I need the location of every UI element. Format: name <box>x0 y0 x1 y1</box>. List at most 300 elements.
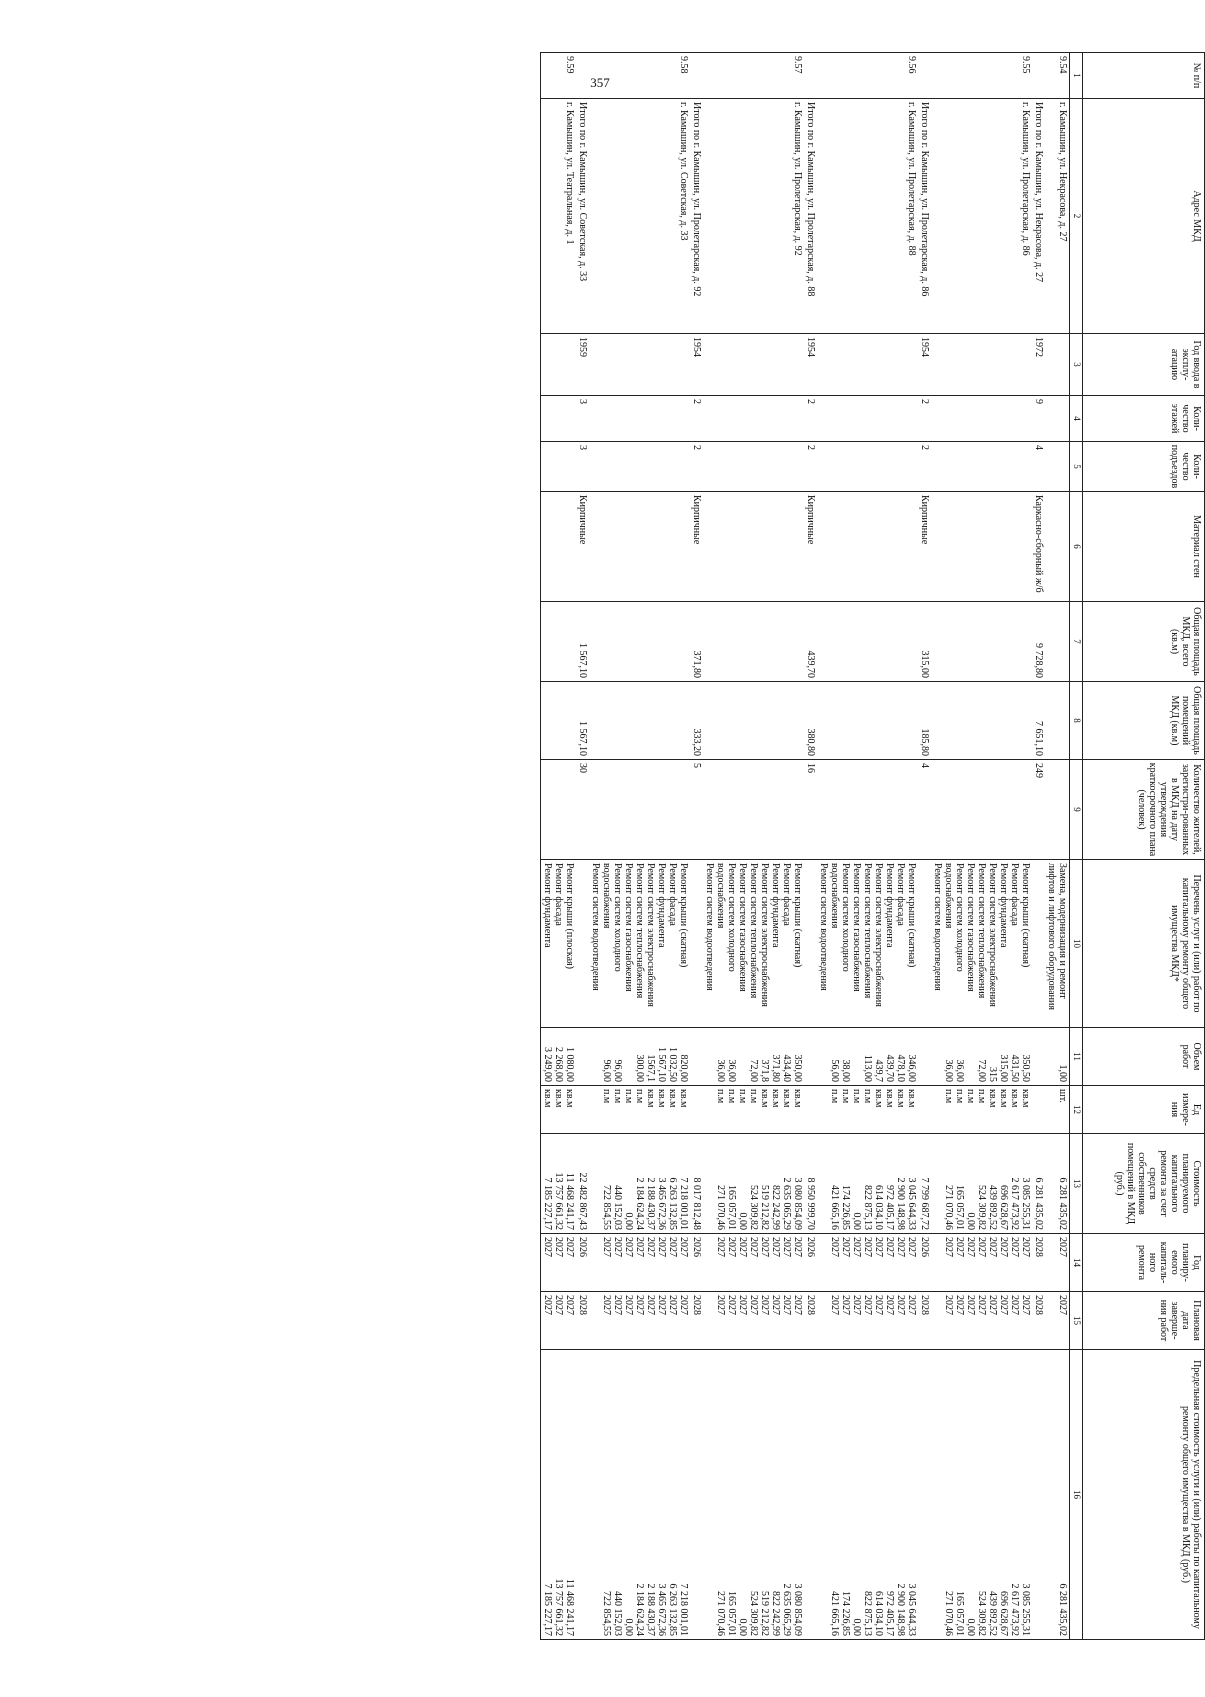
cell-line: 1,00 <box>1057 1064 1068 1082</box>
cell-line: 7 799 687,72 <box>919 1177 930 1230</box>
cell-line: 2027 <box>726 1295 737 1315</box>
cell-c4 <box>817 396 918 442</box>
cell-c10 <box>1032 860 1045 1028</box>
cell-c7 <box>1045 602 1070 682</box>
cell-c12 <box>703 1086 804 1134</box>
cell-line: 3 045 644,33 <box>906 1177 917 1230</box>
column-header-13: Стоимость планируемого капитального ремонта за счет средств собственников помещений в МКД (руб.) <box>1083 1134 1205 1234</box>
cell-line: 2027 <box>678 1295 689 1315</box>
cell-line: п.м <box>976 1089 987 1104</box>
cell-line: п.м <box>862 1089 873 1104</box>
cell-line: Ремонт систем холодного водоснабжения <box>715 863 737 972</box>
cell-c13 <box>541 1134 577 1234</box>
cell-line: 315,00 <box>998 1054 1009 1082</box>
cell-line: 421 665,16 <box>829 1591 840 1636</box>
cell-c5 <box>541 442 577 492</box>
cell-line: 6 281 435,02 <box>1057 1583 1068 1636</box>
cell-c6: Кирпичные <box>690 492 703 602</box>
cell-line: Ремонт фасада <box>781 863 792 926</box>
cell-line: 8 950 999,70 <box>805 1177 816 1230</box>
cell-line: Ремонт систем холодного водоснабжения <box>601 863 623 972</box>
cell-c2: г. Камышин, ул. Некрасова, д. 27 <box>1045 99 1070 334</box>
rotated-table-container <box>55 52 1205 1639</box>
cell-c11 <box>918 1028 931 1086</box>
cell-line: 2027 <box>965 1295 976 1315</box>
cell-line: 722 854,55 <box>601 1185 612 1230</box>
cell-line: Ремонт систем электроснабжения <box>987 863 998 1007</box>
cell-line: 2028 <box>1033 1295 1044 1315</box>
cell-line: 2027 <box>1057 1295 1068 1315</box>
cell-line: 2027 <box>873 1295 884 1315</box>
cell-c10 <box>690 860 703 1028</box>
cell-line: 2027 <box>792 1237 803 1257</box>
cell-line: кв.м <box>770 1089 781 1108</box>
cell-line <box>851 1031 862 1082</box>
cell-line: 822 242,99 <box>770 1591 781 1636</box>
cell-c16 <box>1032 1350 1045 1640</box>
cell-line: Ремонт крыши (скатная) <box>906 863 917 968</box>
cell-line: 524 309,82 <box>748 1185 759 1230</box>
cell-line: кв.м <box>1020 1089 1031 1108</box>
cell-c3 <box>541 334 577 396</box>
cell-line: 0,00 <box>737 1618 748 1636</box>
cell-line: 2027 <box>792 1295 803 1315</box>
cell-line: 350,50 <box>1020 1054 1031 1082</box>
cell-line: кв.м <box>759 1089 770 1108</box>
cell-line: кв.м <box>678 1089 689 1108</box>
cell-c1: 9.55 <box>931 53 1032 99</box>
cell-c9: 5 <box>690 760 703 860</box>
cell-line: 6 263 132,85 <box>667 1583 678 1636</box>
cell-line: шт. <box>1057 1089 1068 1103</box>
cell-c13 <box>817 1134 918 1234</box>
cell-c16 <box>931 1350 1032 1640</box>
cell-line: 2 184 624,24 <box>634 1583 645 1636</box>
cell-line: 696 628,67 <box>998 1185 1009 1230</box>
cell-c11 <box>817 1028 918 1086</box>
cell-line: Ремонт фундамента <box>998 863 1009 948</box>
cell-c11 <box>931 1028 1032 1086</box>
cell-c6 <box>1045 492 1070 602</box>
cell-line: 56,00 <box>829 1059 840 1082</box>
cell-line: кв.м <box>895 1089 906 1108</box>
cell-c8: 7 651,10 <box>1032 682 1045 760</box>
cell-line: 2027 <box>623 1237 634 1257</box>
cell-line: 2 188 430,37 <box>645 1177 656 1230</box>
cell-line: 7 185 227,17 <box>542 1583 553 1636</box>
cell-c13 <box>931 1134 1032 1234</box>
cell-line: 524 309,82 <box>976 1185 987 1230</box>
cell-line: 820,00 <box>678 1054 689 1082</box>
cell-c3 <box>817 334 918 396</box>
cell-line: 3 249,00 <box>542 1047 553 1082</box>
cell-line: 2027 <box>1009 1237 1020 1257</box>
cell-line: 2028 <box>691 1295 702 1315</box>
cell-line: 174 226,85 <box>840 1185 851 1230</box>
cell-c12 <box>1045 1086 1070 1134</box>
cell-line: Ремонт систем теплоснабжения <box>976 863 987 999</box>
cell-line: 2028 <box>1033 1237 1044 1257</box>
cell-line: 439 892,52 <box>987 1185 998 1230</box>
cell-c2: Итого по г. Камышин, ул. Некрасова, д. 27 <box>1032 99 1045 334</box>
cell-line: 3 045 644,33 <box>906 1583 917 1636</box>
cell-line: Ремонт фасада <box>667 863 678 926</box>
cell-line: п.м <box>851 1089 862 1104</box>
cell-line: 174 226,85 <box>840 1591 851 1636</box>
cell-line: 11 468 241,17 <box>564 1578 575 1636</box>
cell-line: 271 070,46 <box>715 1591 726 1636</box>
cell-c4: 9 <box>1032 396 1045 442</box>
cell-c12 <box>576 1086 589 1134</box>
cell-line: 0,00 <box>965 1212 976 1230</box>
cell-c14 <box>589 1234 690 1292</box>
cell-line <box>965 1031 976 1082</box>
cell-line: 0,00 <box>623 1212 634 1230</box>
cell-c13 <box>1045 1134 1070 1234</box>
cell-line: 439,70 <box>884 1054 895 1082</box>
cell-line: 1 567,10 <box>656 1047 667 1082</box>
cell-c13 <box>690 1134 703 1234</box>
cell-c11 <box>1032 1028 1045 1086</box>
cell-c6 <box>931 492 1032 602</box>
cell-c12 <box>804 1086 817 1134</box>
cell-line: 2026 <box>577 1237 588 1257</box>
cell-c15 <box>804 1292 817 1350</box>
cell-c8 <box>703 682 804 760</box>
cell-c3: 1959 <box>576 334 589 396</box>
cell-line: 2027 <box>564 1237 575 1257</box>
cell-c14 <box>817 1234 918 1292</box>
cell-line: 2 635 065,29 <box>781 1177 792 1230</box>
table-row <box>1045 53 1070 1640</box>
cell-line: 2027 <box>748 1237 759 1257</box>
cell-c11 <box>804 1028 817 1086</box>
cell-line: 2027 <box>612 1295 623 1315</box>
cell-c5: 2 <box>690 442 703 492</box>
column-number: 13 <box>1070 1134 1083 1234</box>
cell-c7: 371,80 <box>690 602 703 682</box>
cell-c12 <box>817 1086 918 1134</box>
cell-c4: 3 <box>576 396 589 442</box>
cell-line: 2027 <box>781 1237 792 1257</box>
cell-line: 2027 <box>987 1295 998 1315</box>
cell-line: 2027 <box>851 1295 862 1315</box>
cell-c13 <box>589 1134 690 1234</box>
table-row <box>576 53 589 1640</box>
cell-line: 22 482 867,43 <box>577 1172 588 1230</box>
cell-line: кв.м <box>792 1089 803 1108</box>
cell-c1: 9.59 <box>541 53 577 99</box>
cell-line: 822 875,13 <box>862 1185 873 1230</box>
table-row <box>931 53 1032 1640</box>
cell-line: 6 281 435,02 <box>1057 1177 1068 1230</box>
cell-line: 6 281 435,02 <box>1033 1177 1044 1230</box>
cell-line: 2027 <box>829 1237 840 1257</box>
cell-c15 <box>931 1292 1032 1350</box>
cell-c2: г. Камышин, ул. Советская, д. 33 <box>589 99 690 334</box>
cell-line: кв.м <box>781 1089 792 1108</box>
cell-c9 <box>541 760 577 860</box>
cell-c9 <box>703 760 804 860</box>
cell-line: 346,00 <box>906 1054 917 1082</box>
column-number: 2 <box>1070 99 1083 334</box>
cell-c12 <box>589 1086 690 1134</box>
cell-c2: Итого по г. Камышин, ул. Пролетарская, д. 88 <box>804 99 817 334</box>
cell-line: п.м <box>601 1089 612 1104</box>
cell-c14 <box>541 1234 577 1292</box>
cell-c8: 380,80 <box>804 682 817 760</box>
cell-line: 271 070,46 <box>943 1591 954 1636</box>
cell-line: Ремонт систем теплоснабжения <box>748 863 759 999</box>
cell-line: 2027 <box>884 1295 895 1315</box>
cell-c12 <box>1032 1086 1045 1134</box>
cell-line: 2027 <box>553 1295 564 1315</box>
cell-c9: 4 <box>918 760 931 860</box>
cell-c2: г. Камышин, ул. Театральная, д. 1 <box>541 99 577 334</box>
cell-c6 <box>703 492 804 602</box>
cell-c4: 2 <box>918 396 931 442</box>
cell-c14 <box>1045 1234 1070 1292</box>
column-number: 8 <box>1070 682 1083 760</box>
cell-c8: 333,20 <box>690 682 703 760</box>
column-number: 3 <box>1070 334 1083 396</box>
cell-c2: г. Камышин, ул. Пролетарская, д. 92 <box>703 99 804 334</box>
cell-c13 <box>918 1134 931 1234</box>
cell-c7: 9 728,80 <box>1032 602 1045 682</box>
cell-line: 2027 <box>656 1237 667 1257</box>
cell-line: 2027 <box>998 1295 1009 1315</box>
cell-line: 2027 <box>612 1237 623 1257</box>
cell-line: 2027 <box>1020 1295 1031 1315</box>
cell-line: 3 080 854,09 <box>792 1177 803 1230</box>
column-number: 9 <box>1070 760 1083 860</box>
cell-line: Ремонт систем газоснабжения <box>737 863 748 992</box>
cell-line: 2027 <box>840 1237 851 1257</box>
cell-line: 2027 <box>715 1295 726 1315</box>
cell-c6: Кирпичные <box>918 492 931 602</box>
column-header-5: Коли-чество подъездов <box>1083 442 1205 492</box>
cell-line: 614 034,10 <box>873 1591 884 1636</box>
cell-c8 <box>931 682 1032 760</box>
cell-c10 <box>918 860 931 1028</box>
cell-line: 972 405,17 <box>884 1185 895 1230</box>
cell-c7 <box>817 602 918 682</box>
table-row <box>804 53 817 1640</box>
cell-line: Ремонт крыши (плоская) <box>564 863 575 969</box>
column-number: 6 <box>1070 492 1083 602</box>
cell-c15 <box>918 1292 931 1350</box>
cell-line: п.м <box>634 1089 645 1104</box>
cell-c3: 1954 <box>918 334 931 396</box>
cell-line: 519 212,82 <box>759 1591 770 1636</box>
cell-line <box>623 1031 634 1082</box>
column-header-12: Ед измере-ния <box>1083 1086 1205 1134</box>
cell-line: 2028 <box>919 1295 930 1315</box>
cell-line: 2027 <box>943 1237 954 1257</box>
cell-c1 <box>576 53 589 99</box>
cell-line: 2 268,00 <box>553 1047 564 1082</box>
cell-line: кв.м <box>667 1089 678 1108</box>
cell-line: кв.м <box>873 1089 884 1108</box>
cell-c14 <box>690 1234 703 1292</box>
cell-c3: 1954 <box>804 334 817 396</box>
cell-line: Ремонт крыши (скатная) <box>1020 863 1031 968</box>
column-header-11: Объем работ <box>1083 1028 1205 1086</box>
cell-c2: г. Камышин, ул. Пролетарская, д. 86 <box>931 99 1032 334</box>
cell-line: кв.м <box>1009 1089 1020 1108</box>
cell-c1: 9.57 <box>703 53 804 99</box>
cell-line: п.м <box>943 1089 954 1104</box>
cell-line: 478,10 <box>895 1054 906 1082</box>
cell-c11 <box>589 1028 690 1086</box>
cell-line: Ремонт фасада <box>895 863 906 926</box>
cell-line: п.м <box>726 1089 737 1104</box>
cell-line: кв.м <box>542 1089 553 1108</box>
column-number: 4 <box>1070 396 1083 442</box>
cell-line: кв.м <box>645 1089 656 1108</box>
cell-c4 <box>541 396 577 442</box>
cell-line: 2 900 148,98 <box>895 1583 906 1636</box>
cell-c4 <box>1045 396 1070 442</box>
column-header-7: Общая площадь МКД, всего (кв.м) <box>1083 602 1205 682</box>
cell-c1: 9.56 <box>817 53 918 99</box>
cell-line: 2027 <box>976 1237 987 1257</box>
cell-line: 13 757 661,32 <box>553 1578 564 1636</box>
cell-line: 439,7 <box>873 1059 884 1082</box>
cell-line: 2 635 065,29 <box>781 1583 792 1636</box>
cell-line: 2027 <box>759 1295 770 1315</box>
cell-c6: Кирпичные <box>576 492 589 602</box>
cell-c15 <box>1032 1292 1045 1350</box>
cell-c1: 9.58 <box>589 53 690 99</box>
rotated-page <box>55 52 1205 1639</box>
cell-line: Ремонт фасада <box>553 863 564 926</box>
cell-c10 <box>589 860 690 1028</box>
cell-line: 0,00 <box>965 1618 976 1636</box>
cell-line: 614 034,10 <box>873 1185 884 1230</box>
cell-c6: Кирпичные <box>804 492 817 602</box>
cell-line: 3 080 854,09 <box>792 1583 803 1636</box>
cell-line: 524 309,82 <box>976 1591 987 1636</box>
cell-c16 <box>1045 1350 1070 1640</box>
cell-c5 <box>931 442 1032 492</box>
cell-c9: 249 <box>1032 760 1045 860</box>
page-number: 357 <box>590 75 610 90</box>
cell-c14 <box>804 1234 817 1292</box>
cell-c13 <box>576 1134 589 1234</box>
cell-line: Ремонт фундамента <box>656 863 667 948</box>
cell-c2: Итого по г. Камышин, ул. Советская, д. 33 <box>576 99 589 334</box>
column-number: 15 <box>1070 1292 1083 1350</box>
cell-line: 2027 <box>965 1237 976 1257</box>
cell-line: Ремонт крыши (скатная) <box>678 863 689 968</box>
cell-line: 519 212,82 <box>759 1185 770 1230</box>
cell-c10 <box>541 860 577 1028</box>
cell-line: 2027 <box>895 1295 906 1315</box>
cell-c12 <box>690 1086 703 1134</box>
cell-c7: 1 567,10 <box>576 602 589 682</box>
cell-line: 2028 <box>577 1295 588 1315</box>
cell-c2: г. Камышин, ул. Пролетарская, д. 88 <box>817 99 918 334</box>
cell-line: 431,50 <box>1009 1054 1020 1082</box>
cell-c7: 439,70 <box>804 602 817 682</box>
cell-line: 2027 <box>623 1295 634 1315</box>
cell-line: 165 057,01 <box>954 1185 965 1230</box>
cell-line: 165 057,01 <box>726 1591 737 1636</box>
cell-line: п.м <box>715 1089 726 1104</box>
cell-line: Ремонт систем холодного водоснабжения <box>943 863 965 972</box>
cell-c6 <box>589 492 690 602</box>
cell-line: Ремонт систем теплоснабжения <box>862 863 873 999</box>
cell-line: 1 032,50 <box>667 1047 678 1082</box>
cell-c11 <box>1045 1028 1070 1086</box>
cell-c10 <box>817 860 918 1028</box>
cell-line: Ремонт фундамента <box>884 863 895 948</box>
column-number-row <box>1070 53 1083 1640</box>
cell-c7 <box>541 602 577 682</box>
cell-line: Ремонт крыши (скатная) <box>792 863 803 968</box>
cell-c7 <box>931 602 1032 682</box>
cell-line: 2027 <box>906 1237 917 1257</box>
cell-line: 439 892,52 <box>987 1591 998 1636</box>
cell-line: 2027 <box>906 1295 917 1315</box>
cell-c16 <box>804 1350 817 1640</box>
cell-line: 7 218 001,01 <box>678 1583 689 1636</box>
cell-c5 <box>589 442 690 492</box>
cell-line: 2028 <box>805 1295 816 1315</box>
cell-c16 <box>817 1350 918 1640</box>
column-header-8: Общая площадь помещений МКД (кв.м) <box>1083 682 1205 760</box>
cell-line: 434,40 <box>781 1054 792 1082</box>
cell-c8 <box>589 682 690 760</box>
cell-line: 2027 <box>656 1295 667 1315</box>
cell-line: 271 070,46 <box>943 1185 954 1230</box>
cell-line: 350,00 <box>792 1054 803 1082</box>
cell-c4: 2 <box>804 396 817 442</box>
cell-line: Ремонт систем водоотведения <box>590 863 601 991</box>
cell-c5 <box>1045 442 1070 492</box>
cell-line: 3 465 672,36 <box>656 1583 667 1636</box>
table-row <box>541 53 577 1640</box>
column-header-9: Количество жителей, зарегистри-рованных в МКД на дату утверждения краткосрочного плана (человек) <box>1083 760 1205 860</box>
cell-line: 2027 <box>737 1295 748 1315</box>
cell-line: 2 617 473,92 <box>1009 1583 1020 1636</box>
cell-c9: 30 <box>576 760 589 860</box>
cell-line: 2027 <box>542 1295 553 1315</box>
cell-c12 <box>918 1086 931 1134</box>
cell-c14 <box>1032 1234 1045 1292</box>
cell-c3 <box>589 334 690 396</box>
column-number: 14 <box>1070 1234 1083 1292</box>
cell-line: 371,8 <box>759 1059 770 1082</box>
column-number: 16 <box>1070 1350 1083 1640</box>
cell-line: 2027 <box>873 1237 884 1257</box>
cell-line: 36,00 <box>726 1059 737 1082</box>
cell-c5: 2 <box>918 442 931 492</box>
cell-line: кв.м <box>553 1089 564 1108</box>
cell-c15 <box>589 1292 690 1350</box>
cell-line: 2026 <box>691 1237 702 1257</box>
cell-c16 <box>918 1350 931 1640</box>
table-row <box>703 53 804 1640</box>
cell-c5: 4 <box>1032 442 1045 492</box>
cell-line: 0,00 <box>851 1212 862 1230</box>
column-header-6: Материал стен <box>1083 492 1205 602</box>
cell-line: Ремонт систем водоотведения <box>704 863 715 991</box>
cell-c16 <box>690 1350 703 1640</box>
cell-line: 271 070,46 <box>715 1185 726 1230</box>
cell-c15 <box>541 1292 577 1350</box>
